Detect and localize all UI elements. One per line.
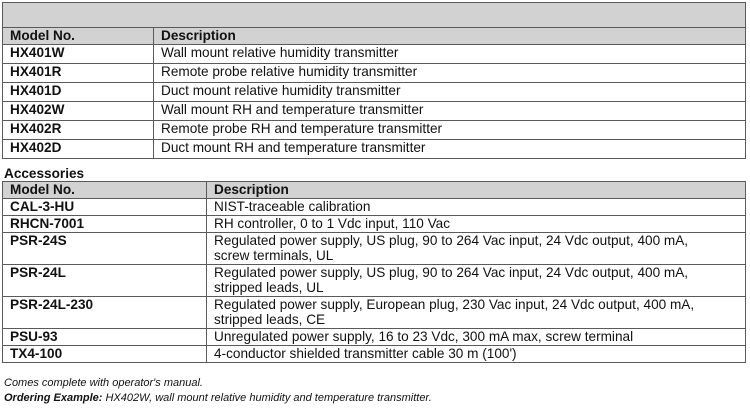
table-row: [3, 216, 746, 233]
model-col-header: Model No.: [3, 182, 207, 199]
manual-note: Comes complete with operator's manual.: [4, 377, 203, 389]
description-line-1: Unregulated power supply, 16 to 23 Vdc, 300 mA max, screw terminal: [214, 329, 634, 344]
description-cell: [207, 297, 746, 329]
description-line-1: NIST-traceable calibration: [214, 199, 371, 214]
table-row: [3, 233, 746, 265]
table-row: [3, 83, 746, 102]
model-cell: HX402D: [3, 140, 154, 159]
table-row: [3, 265, 746, 297]
ordering-example-label: Ordering Example:: [4, 392, 103, 404]
ordering-example: [4, 392, 432, 404]
description-cell: [207, 216, 746, 233]
model-cell: RHCN-7001: [3, 216, 207, 233]
description-cell: [207, 265, 746, 297]
table-row: [3, 45, 746, 64]
model-cell: PSR-24S: [3, 233, 207, 265]
description-line-1: Regulated power supply, US plug, 90 to 264 Vac input, 24 Vdc output, 400 mA,: [214, 233, 689, 248]
model-cell: PSR-24L: [3, 265, 207, 297]
accessories-table: [2, 181, 746, 363]
models-header-row: [3, 28, 746, 45]
description-line-2: stripped leads, CE: [214, 312, 326, 327]
model-cell: HX401R: [3, 64, 154, 83]
description-cell: Wall mount relative humidity transmitter: [154, 45, 746, 64]
accessories-header-row: [3, 182, 746, 199]
description-cell: [207, 346, 746, 363]
ordering-example-text: HX402W, wall mount relative humidity and temperature transmitter.: [105, 392, 432, 404]
description-line-1: RH controller, 0 to 1 Vdc input, 110 Vac: [214, 216, 451, 231]
table-row: [3, 64, 746, 83]
description-line-2: stripped leads, UL: [214, 280, 324, 295]
table-header-band: [3, 3, 746, 28]
description-cell: Duct mount RH and temperature transmitter: [154, 140, 746, 159]
description-col-header: Description: [207, 182, 746, 199]
model-cell: HX402W: [3, 102, 154, 121]
accessories-title: Accessories: [4, 166, 85, 181]
model-cell: HX402R: [3, 121, 154, 140]
description-line-1: 4-conductor shielded transmitter cable 30 m (100'): [214, 346, 517, 361]
models-table: [2, 2, 746, 159]
model-cell: CAL-3-HU: [3, 199, 207, 216]
table-row: [3, 297, 746, 329]
model-cell: PSU-93: [3, 329, 207, 346]
description-cell: Remote probe RH and temperature transmitter: [154, 121, 746, 140]
description-line-1: Regulated power supply, European plug, 230 Vac input, 24 Vdc output, 400 mA,: [214, 297, 695, 312]
description-cell: [207, 199, 746, 216]
table-row: [3, 346, 746, 363]
table-row: [3, 329, 746, 346]
table-row: [3, 121, 746, 140]
description-cell: [207, 329, 746, 346]
table-row: [3, 102, 746, 121]
model-cell: HX401W: [3, 45, 154, 64]
description-line-2: screw terminals, UL: [214, 248, 334, 263]
model-cell: TX4-100: [3, 346, 207, 363]
model-col-header: Model No.: [3, 28, 154, 45]
model-cell: HX401D: [3, 83, 154, 102]
description-cell: Remote probe relative humidity transmitter: [154, 64, 746, 83]
description-col-header: Description: [154, 28, 746, 45]
description-line-1: Regulated power supply, US plug, 90 to 264 Vac input, 24 Vdc output, 400 mA,: [214, 265, 689, 280]
table-row: [3, 140, 746, 159]
description-cell: [207, 233, 746, 265]
model-cell: PSR-24L-230: [3, 297, 207, 329]
description-cell: Wall mount RH and temperature transmitter: [154, 102, 746, 121]
table-row: [3, 199, 746, 216]
description-cell: Duct mount relative humidity transmitter: [154, 83, 746, 102]
